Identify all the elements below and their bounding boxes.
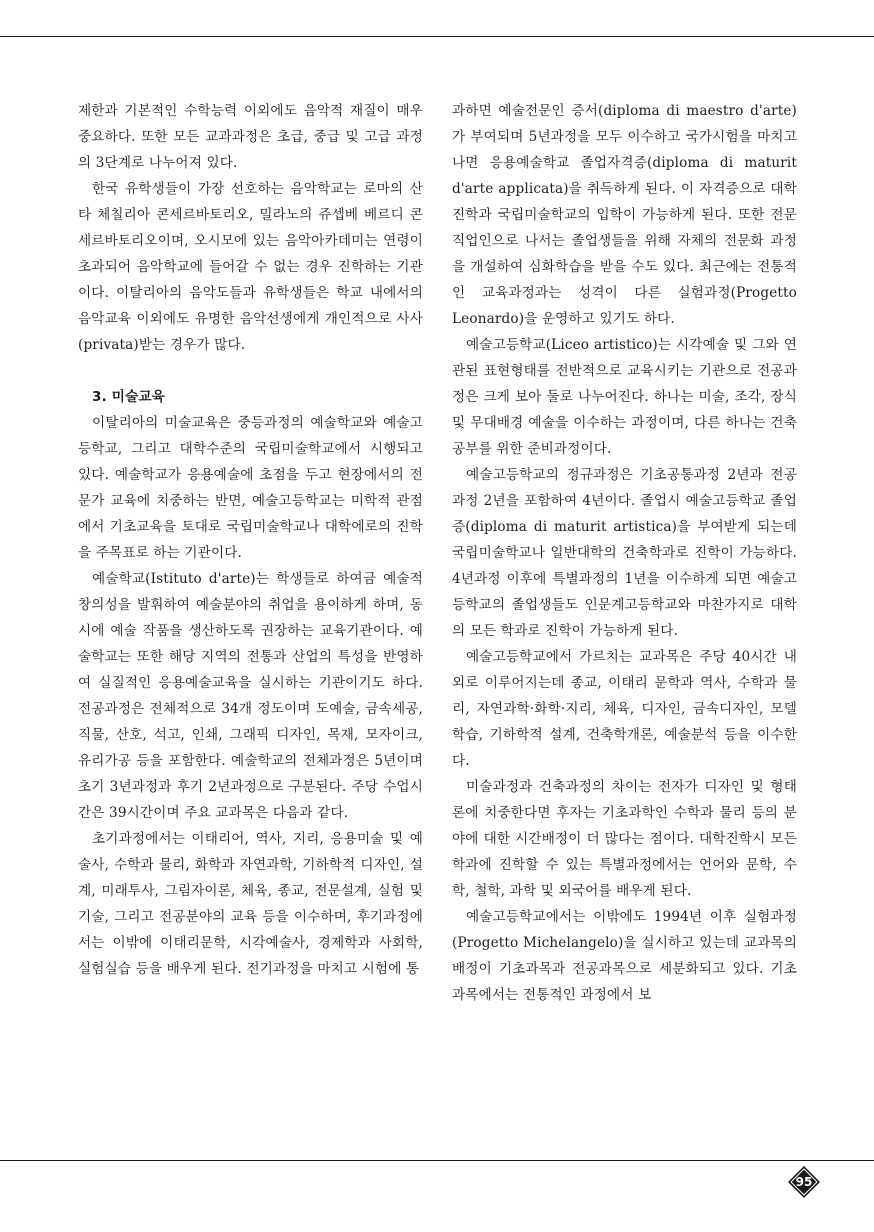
paragraph: 초기과정에서는 이태리어, 역사, 지리, 응용미술 및 예술사, 수학과 물리, 화학과 자연과학, 기하학적 디자인, 설계, 미래투사, 그림자이론, 체육, 종교, 전문설계, 실험 및 기술, 그리고 전공분야의 교육 등을 이수하며, 후기과정에서는 이밖에 이태리문학, 시각예술사, 경제학과 사회학, 실험실습 등을 배우게 된다. 전기과정을 마치고 시험에 통 [78, 831, 423, 977]
paragraph: 한국 유학생들이 가장 선호하는 음악학교는 로마의 산타 체칠리아 콘세르바토리오, 밀라노의 쥬셉베 베르디 콘세르바토리오이며, 오시모에 있는 음악아카데미는 연령이 초과되어 음악학교에 들어갈 수 없는 경우 진학하는 기관이다. 이탈리아의 음악도들과 유학생들은 학교 내에서의 음악교육 이외에도 유명한 음악선생에게 개인적으로 사사(privata)받는 경우가 많다. [78, 181, 423, 353]
paragraph: 과하면 예술전문인 증서(diploma di maestro d'arte)가 부여되며 5년과정을 모두 이수하고 국가시험을 마치고 나면 응용예술학교 졸업자격증(diploma di maturit d'arte applicata)을 취득하게 된다. 이 자격증으로 대학 진학과 국립미술학교의 입학이 가능하게 된다. 또한 전문직업인으로 나서는 졸업생들을 위해 자체의 전문화 과정을 개설하여 심화학습을 받을 수도 있다. 최근에는 전통적인 교육과정과는 성격이 다른 실험과정(Progetto Leonardo)을 운영하고 있기도 하다. [452, 103, 797, 327]
paragraph: 예술고등학교에서 가르치는 교과목은 주당 40시간 내외로 이루어지는데 종교, 이태리 문학과 역사, 수학과 물리, 자연과학·화학·지리, 체육, 디자인, 금속디자인, 모델학습, 기하학적 설계, 건축학개론, 예술분석 등을 이수한다. [452, 649, 797, 769]
page-number-badge [787, 1165, 821, 1199]
left-column [78, 98, 423, 982]
right-column [452, 98, 797, 1008]
paragraph: 예술고등학교에서는 이밖에도 1994년 이후 실험과정(Progetto Michelangelo)을 실시하고 있는데 교과목의 배정이 기초과목과 전공과목으로 세분화되고 있다. 기초과목에서는 전통적인 과정에서 보 [452, 909, 797, 1003]
paragraph: 예술학교(Istituto d'arte)는 학생들로 하여금 예술적 창의성을 발휘하여 예술분야의 취업을 용이하게 하며, 동시에 예술 작품을 생산하도록 권장하는 교육기관이다. 예술학교는 또한 해당 지역의 전통과 산업의 특성을 반영하여 실질적인 응용예술교육을 실시하는 기관이기도 하다. 전공과정은 전체적으로 34개 정도이며 도예술, 금속세공, 직물, 산호, 석고, 인쇄, 그래픽 디자인, 목재, 모자이크, 유리가공 등을 포함한다. 예술학교의 전체과정은 5년이며 초기 3년과정과 후기 2년과정으로 구분된다. 주당 수업시간은 39시간이며 주요 교과목은 다음과 같다. [78, 571, 423, 821]
paragraph: 미술과정과 건축과정의 차이는 전자가 디자인 및 형태론에 치중한다면 후자는 기초과학인 수학과 물리 등의 분야에 대한 시간배정이 더 많다는 점이다. 대학진학시 모든 학과에 진학할 수 있는 특별과정에서는 언어와 문학, 수학, 철학, 과학 및 외국어를 배우게 된다. [452, 779, 797, 899]
page-number: 95 [795, 1175, 813, 1189]
header-rule [0, 36, 874, 37]
footer-rule [0, 1160, 874, 1161]
paragraph: 예술고등학교의 정규과정은 기초공통과정 2년과 전공과정 2년을 포함하여 4년이다. 졸업시 예술고등학교 졸업증(diploma di maturit artistica)을 부여받게 되는데 국립미술학교나 일반대학의 건축학과로 진학이 가능하다. 4년과정 이후에 특별과정의 1년을 이수하게 되면 예술고등학교의 졸업생들도 인문계고등학교와 마찬가지로 대학의 모든 학과로 진학이 가능하게 된다. [452, 467, 797, 639]
paragraph: 제한과 기본적인 수학능력 이외에도 음악적 재질이 매우 중요하다. 또한 모든 교과과정은 초급, 중급 및 고급 과정의 3단계로 나누어져 있다. [78, 103, 423, 171]
paragraph: 예술고등학교(Liceo artistico)는 시각예술 및 그와 연관된 표현형태를 전반적으로 교육시키는 기관으로 전공과정은 크게 보아 둘로 나누어진다. 하나는 미술, 조각, 장식 및 무대배경 예술을 이수하는 과정이며, 다른 하나는 건축공부를 위한 준비과정이다. [452, 337, 797, 457]
section-heading: 3. 미술교육 [92, 389, 165, 405]
spacer [78, 358, 423, 384]
paragraph: 이탈리아의 미술교육은 중등과정의 예술학교와 예술고등학교, 그리고 대학수준의 국립미술학교에서 시행되고 있다. 예술학교가 응용예술에 초점을 두고 현장에서의 전문가 교육에 치중하는 반면, 예술고등학교는 미학적 관점에서 기초교육을 토대로 국립미술학교나 대학에로의 진학을 주목표로 하는 기관이다. [78, 415, 423, 561]
